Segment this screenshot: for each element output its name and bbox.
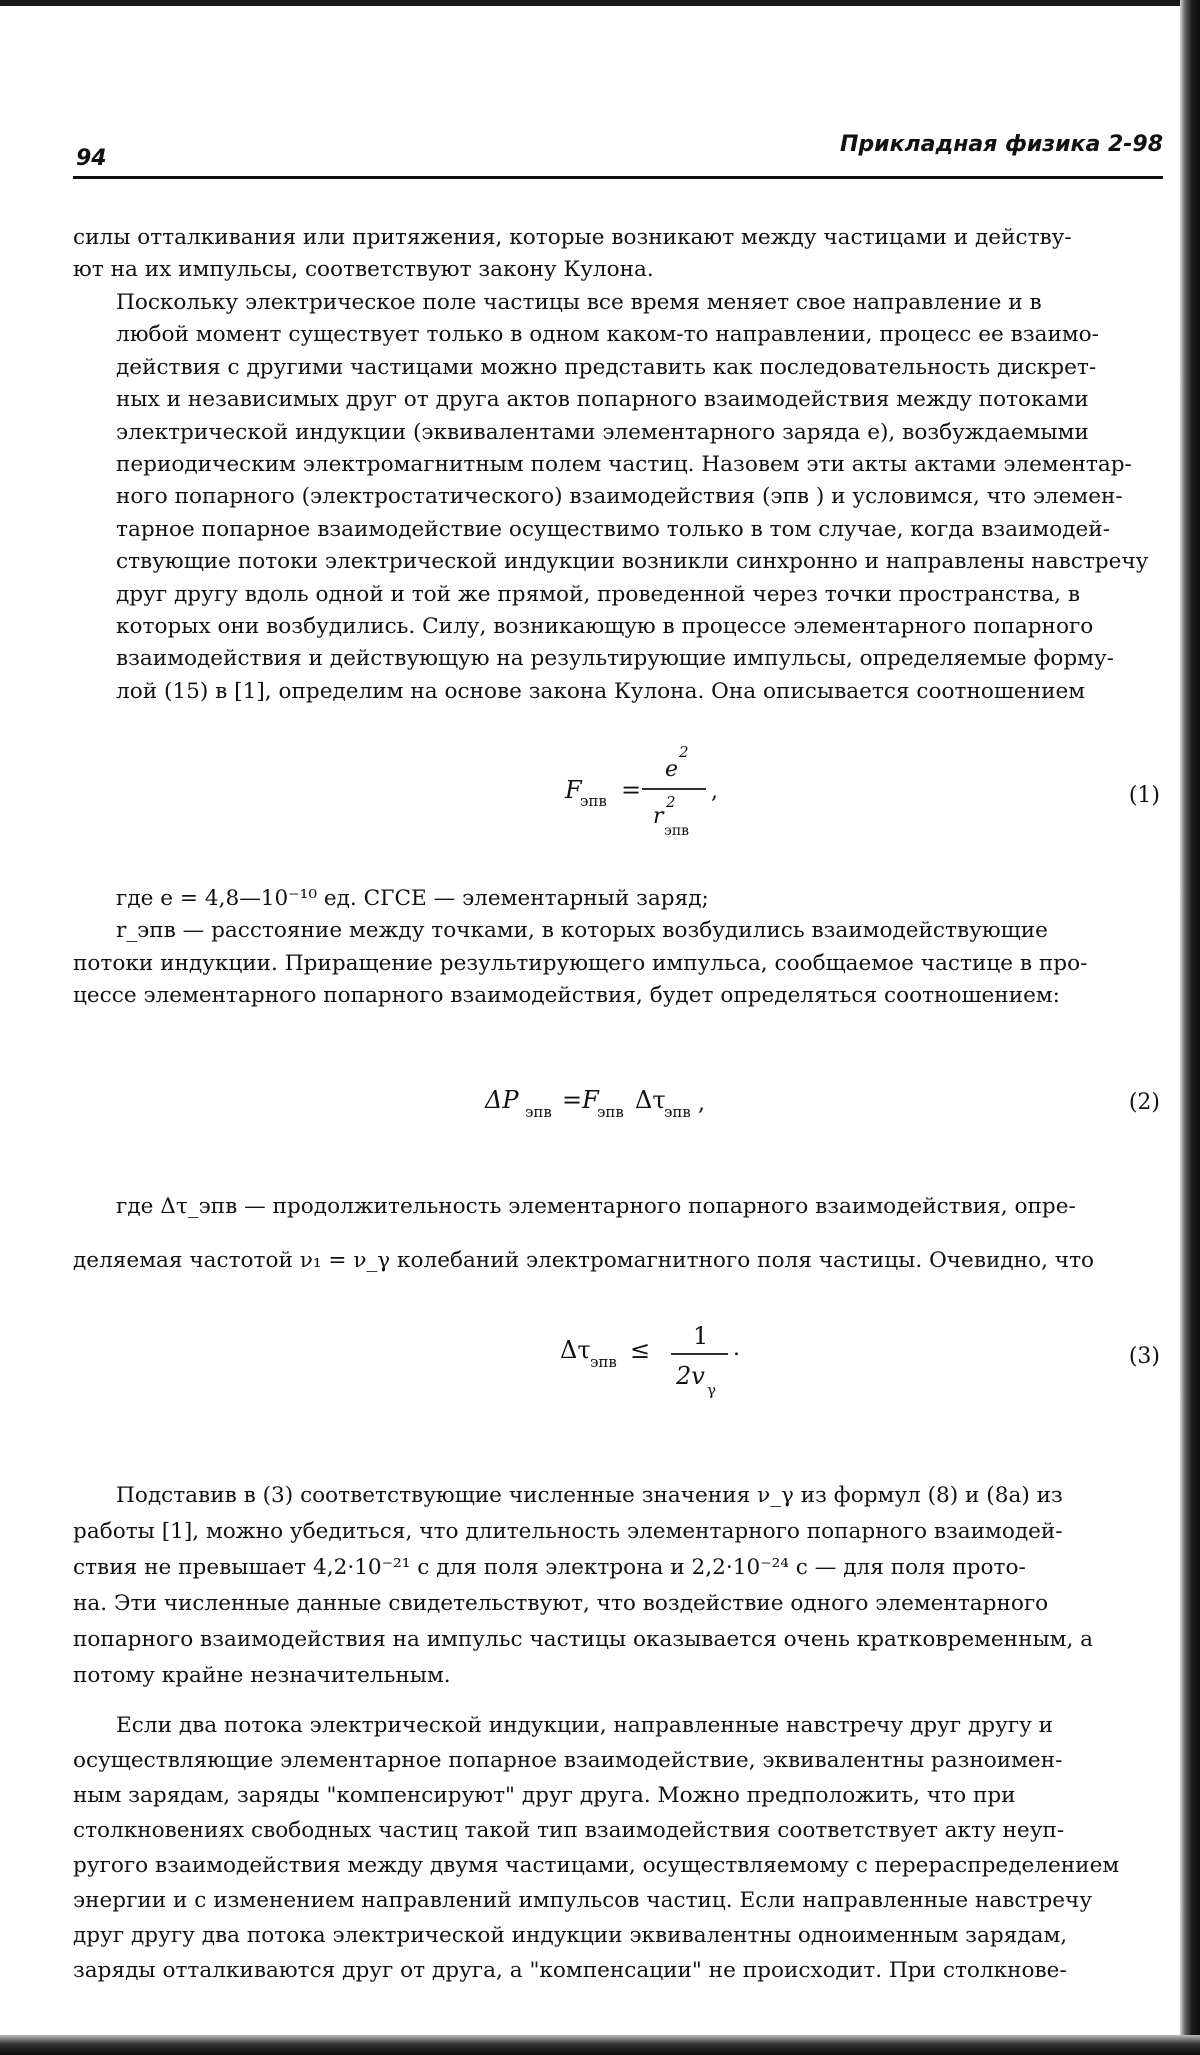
formula-subscript: эпв [664,1103,691,1121]
text-line: ют на их импульсы, соответствуют закону Кулона. [73,257,654,283]
formula-symbol: r [653,804,664,829]
scan-right-edge [1180,0,1200,2055]
formula-subscript: γ [707,1381,716,1399]
formula-3-render [73,1310,1163,1410]
formula-subscript: эпв [525,1103,552,1121]
text-line: взаимодействия и действующую на результирующие импульсы, определяемые форму- [116,646,1114,672]
text-line: любой момент существует только в одном каком-то направлении, процесс ее взаимо- [116,322,1099,348]
text-line: ных и независимых друг от друга актов попарного взаимодействия между потоками [116,387,1089,413]
equation-number: (2) [1128,1090,1160,1115]
equation-number: (1) [1128,783,1160,808]
text-line: друг другу вдоль одной и той же прямой, проведенной через точки пространства, в [116,581,1081,607]
formula-punctuation: . [733,1336,740,1361]
page-number: 94 [76,146,107,171]
text-line: осуществляющие элементарное попарное взаимодействие, эквивалентны разноимен- [73,1748,1063,1773]
formula-symbol: ΔP [485,1086,519,1114]
text-line: деляемая частотой ν₁ = ν_γ колебаний электромагнитного поля частицы. Очевидно, что [73,1248,1095,1273]
text-line: тарное попарное взаимодействие осуществимо только в том случае, когда взаимодей- [116,516,1110,542]
equation-number: (3) [1128,1344,1160,1369]
formula-2 [73,1070,1163,1140]
text-line: потоки индукции. Приращение результирующего импульса, сообщаемое частице в про- [73,950,1088,976]
text-line: периодическим электромагнитным полем частиц. Назовем эти акты актами элементар- [116,452,1132,478]
formula-punctuation: , [698,1091,705,1116]
text-line: потому крайне незначительным. [73,1663,451,1688]
formula-symbol: Δτ [560,1336,591,1364]
paragraph-2 [73,287,1163,708]
text-line: цессе элементарного попарного взаимодействия, будет определяться соотношением: [73,983,1060,1009]
text-line: Подставив в (3) соответствующие численные значения ν_γ из формул (8) и (8а) из [116,1483,1063,1508]
scan-top-edge [0,0,1200,6]
formula-subscript: эпв [597,1103,624,1121]
text-line: ствующие потоки электрической индукции возникли синхронно и направлены навстречу [116,549,1149,575]
formula-symbol: e [665,757,679,782]
paragraph-1 [73,222,1163,287]
text-line: Поскольку электрическое поле частицы все время меняет свое направление и в [116,290,1042,315]
text-line: столкновениях свободных частиц такой тип взаимодействия соответствует акту неуп- [73,1818,1065,1843]
formula-symbol: =F [562,1086,599,1114]
text-line: которых они возбудились. Силу, возникающую в процессе элементарного попарного [116,614,1094,640]
text-line: где e = 4,8—10⁻¹⁰ ед. СГСЕ — элементарный заряд; [116,886,709,911]
text-line: r_эпв — расстояние между точками, в которых возбудились взаимодействующие [116,918,1048,944]
formula-superscript: 2 [679,743,689,761]
text-line: работы [1], можно убедиться, что длительность элементарного попарного взаимодей- [73,1519,1063,1544]
paragraph-5 [73,1478,1163,1694]
scan-bottom-edge [0,2035,1200,2055]
formula-operator: ≤ [630,1336,651,1364]
text-line: действия с другими частицами можно представить как последовательность дискрет- [116,354,1097,380]
text-line: ным зарядам, заряды "компенсируют" друг друга. Можно предположить, что при [73,1783,1016,1808]
text-line: силы отталкивания или притяжения, которые возникают между частицами и действу- [73,225,1072,250]
text-line: электрической индукции (эквивалентами элементарного заряда e), возбуждаемыми [116,419,1089,445]
formula-denominator: 2v [676,1362,705,1390]
paragraph-4 [73,1180,1163,1288]
text-line: ствия не превышает 4,2·10⁻²¹ с для поля электрона и 2,2·10⁻²⁴ с — для поля прото- [73,1555,1026,1580]
formula-symbol: F [565,776,582,804]
formula-3 [73,1310,1163,1410]
text-line: на. Эти численные данные свидетельствуют, что воздействие одного элементарного [73,1591,1049,1616]
formula-2-render [73,1070,1163,1140]
text-line: заряды отталкиваются друг от друга, а "компенсации" не происходит. При столкнове- [73,1958,1067,1983]
formula-symbol: Δτ [635,1086,666,1114]
text-line: ного попарного (электростатического) взаимодействия (эпв ) и условимся, что элемен- [116,484,1123,510]
text-line: ругого взаимодействия между двумя частицами, осуществляемому с перераспределением [73,1853,1120,1878]
formula-subscript: эпв [580,792,607,810]
formula-subscript: эпв [664,823,690,839]
text-line: Если два потока электрической индукции, направленные навстречу друг другу и [116,1713,1054,1738]
formula-numerator: 1 [693,1322,709,1350]
text-line: энергии и с изменением направлений импульсов частиц. Если направленные навстречу [73,1888,1093,1913]
running-title: Прикладная физика 2-98 [840,132,1163,157]
formula-1-render [73,740,1163,850]
text-line: лой (15) в [1], определим на основе закона Кулона. Она описывается соотношением [116,678,1086,704]
page-header [73,128,1163,174]
formula-superscript: 2 [666,793,676,811]
text-line: друг другу два потока электрической индукции эквивалентны одноименным зарядам, [73,1923,1068,1948]
text-line: где Δτ_эпв — продолжительность элементарного попарного взаимодействия, опре- [116,1194,1076,1219]
formula-operator: = [621,776,642,804]
formula-1 [73,740,1163,850]
paragraph-3 [73,883,1163,1013]
formula-subscript: эпв [590,1353,617,1371]
formula-punctuation: , [711,779,718,804]
text-line: попарного взаимодействия на импульс частицы оказывается очень кратковременным, а [73,1627,1094,1652]
header-rule [73,176,1163,179]
paragraph-6 [73,1708,1163,1988]
